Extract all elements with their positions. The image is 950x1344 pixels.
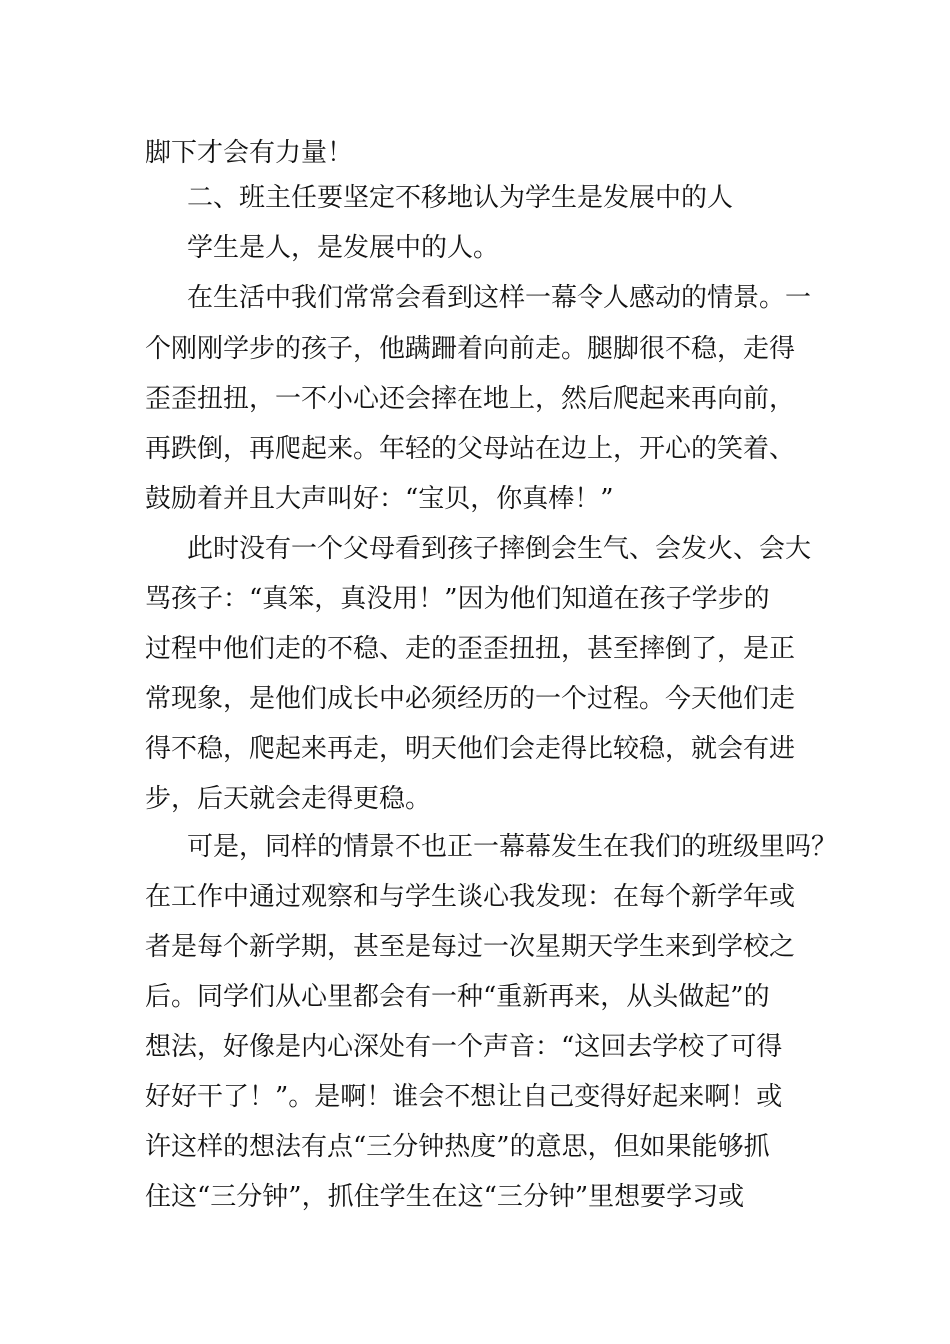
- text-line: 脚下才会有力量！: [145, 138, 354, 168]
- text-line: 鼓励着并且大声叫好：“宝贝，你真棒！”: [145, 484, 614, 514]
- text-line: 想法，好像是内心深处有一个声音：“这回去学校了可得: [145, 1032, 783, 1062]
- text-line: 学生是人，是发展中的人。: [187, 233, 500, 263]
- text-line: 得不稳，爬起来再走，明天他们会走得比较稳，就会有进: [145, 734, 796, 764]
- text-line: 住这“三分钟”，抓住学生在这“三分钟”里想要学习或: [145, 1182, 745, 1212]
- text-line: 骂孩子：“真笨，真没用！”因为他们知道在孩子学步的: [145, 584, 770, 614]
- text-line: 者是每个新学期，甚至是每过一次星期天学生来到学校之: [145, 932, 796, 962]
- text-line: 步，后天就会走得更稳。: [145, 784, 432, 814]
- text-line: 后。同学们从心里都会有一种“重新再来，从头做起”的: [145, 982, 770, 1012]
- text-line: 过程中他们走的不稳、走的歪歪扭扭，甚至摔倒了，是正: [145, 634, 796, 664]
- text-line: 个刚刚学步的孩子，他蹒跚着向前走。腿脚很不稳，走得: [145, 334, 796, 364]
- paragraph-start: 可是，同样的情景不也正一幕幕发生在我们的班级里吗？: [187, 832, 838, 862]
- text-line: 在工作中通过观察和与学生谈心我发现：在每个新学年或: [145, 882, 796, 912]
- text-line: 常现象，是他们成长中必须经历的一个过程。今天他们走: [145, 684, 796, 714]
- section-heading: 二、班主任要坚定不移地认为学生是发展中的人: [187, 183, 734, 213]
- paragraph-start: 此时没有一个父母看到孩子摔倒会生气、会发火、会大: [187, 534, 812, 564]
- text-line: 歪歪扭扭，一不小心还会摔在地上，然后爬起来再向前，: [145, 384, 796, 414]
- text-line: 好好干了！”。是啊！谁会不想让自己变得好起来啊！或: [145, 1082, 783, 1112]
- text-line: 许这样的想法有点“三分钟热度”的意思，但如果能够抓: [145, 1132, 770, 1162]
- text-line: 再跌倒，再爬起来。年轻的父母站在边上，开心的笑着、: [145, 434, 796, 464]
- paragraph-start: 在生活中我们常常会看到这样一幕令人感动的情景。一: [187, 283, 812, 313]
